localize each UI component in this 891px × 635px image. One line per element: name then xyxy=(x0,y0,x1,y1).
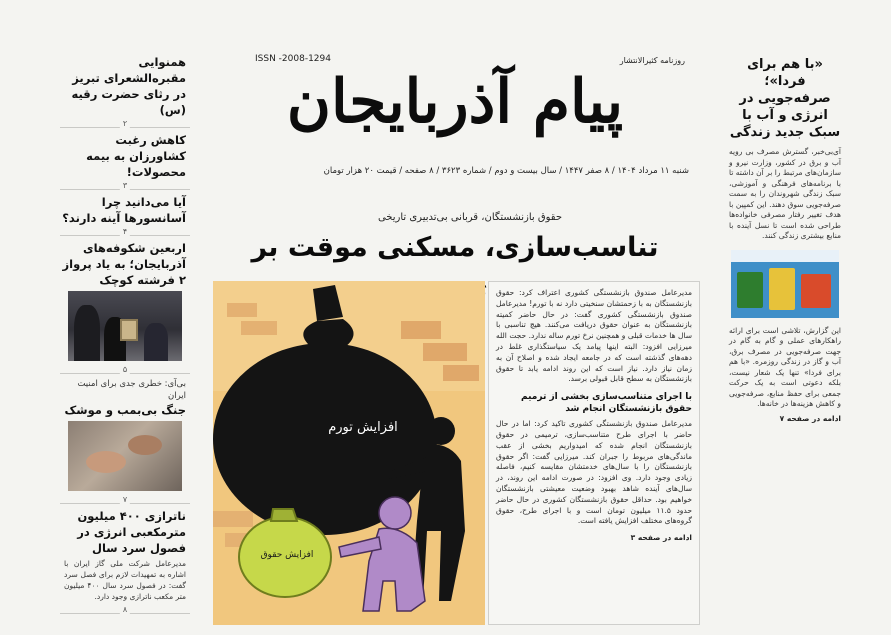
right-news-continue-link[interactable]: ادامه در صفحه ۷ xyxy=(779,413,841,423)
energy-saving-graphic[interactable] xyxy=(731,250,839,318)
left-news-title-3: آیا می‌دانید چرا آسانسورها آینه دارند؟ xyxy=(62,195,186,225)
left-news-kicker-5: بی‌آی: خطری جدی برای امنیت ایران xyxy=(77,379,186,401)
left-news-title-4: اربعین شکوفه‌های آذربایجان؛ به یاد پرواز ۲ فرشته کوچک xyxy=(62,241,186,287)
left-news-body-6: مدیرعامل شرکت ملی گاز ایران با اشاره به تمهیدات لازم برای فصل سرد گفت: در فصول سرد سال ۴۰۰ میلیون متر مکعب ناترازی وجود دارد. xyxy=(64,559,186,601)
left-news-item-4[interactable] xyxy=(60,238,190,288)
inflation-cartoon[interactable] xyxy=(213,281,485,625)
inflation-bag-label: افزایش تورم xyxy=(328,420,398,435)
article-body-1: مدیرعامل صندوق بازنشستگی کشوری اعتراف کرد: حقوق بازنشستگان به با زحمتشان سنخیتی دارد نه با تورم! مدیرعامل صندوق بازنشستگی کشوری گفت: در حال حاضر کمیته بازنشستگان به عنوان حقوق دریافت می‌کنند. هیچ تناسبی با سال ها خدمات قبلی و همچنین نرخ تورم ساله ندارد. حجت الله میرزایی افزود: البته اینها پیامد یک سیاستگذاری غلط در دهه‌های گذشته است که در جامعه ایجاد شده و اصلاح آن به زمان نیاز دارد. نیاز است که این روند ادامه یابد تا حقوق بازنشستگان به سطح قابل قبولی برسد. xyxy=(496,288,692,384)
brick-3 xyxy=(443,365,479,381)
salary-bag-label: افزایش حقوق xyxy=(260,550,314,560)
left-news-title-6: ناترازی ۴۰۰ میلیون مترمکعبی انرژی در فصول سرد سال xyxy=(77,509,186,555)
left-news-item-1[interactable] xyxy=(60,52,190,118)
issue-info: شنبه ۱۱ مرداد ۱۴۰۴ / ۸ صفر ۱۴۴۷ / سال بیست و دوم / شماره ۳۶۲۳ / ۸ صفحه / قیمت ۲۰ هزار تومان xyxy=(323,166,689,176)
masthead xyxy=(215,52,695,192)
right-news-title[interactable]: «با هم برای فردا»؛ صرفه‌جویی در انرژی و آب با سبک جدید زندگی xyxy=(729,57,841,140)
right-news-body-2: این گزارش، تلاشی است برای ارائه راهکارهای عملی و گام به گام در جهت صرفه‌جویی در مصرف برق، آب و گاز در زندگی روزمره. «با هم برای فردا» تنها یک شعار نیست، بلکه دعوتی است به یک حرکت جمعی برای حفظ منابع، صرفه‌جویی و کاهش هزینه‌ها در خانه‌ها. xyxy=(729,325,841,408)
publisher-label: روزنامه کثیرالانتشار xyxy=(619,56,685,65)
right-news-column xyxy=(725,52,845,627)
hands-photo[interactable] xyxy=(68,421,182,491)
man-purple-head xyxy=(379,497,411,529)
left-news-item-2[interactable] xyxy=(60,130,190,180)
newspaper-logo-title[interactable]: پیام آذربایجان xyxy=(286,67,624,137)
page-ref-6: ۸ xyxy=(60,604,190,614)
left-news-column xyxy=(60,52,190,635)
main-kicker: حقوق بازنشستگان، قربانی بی‌تدبیری تاریخی xyxy=(377,212,563,223)
man-black-head xyxy=(427,417,455,445)
article-body-2: مدیرعامل صندوق بازنشستگی کشوری تاکید کرد: اما در حال حاضر با اجرای طرح متناسب‌سازی، ترمیمی در حقوق بازنشستگان انجام شده که امیدواریم بخشی از عقب ماندگی‌های مربوط را جبران کند. میرزایی گفت: اگر حقوق بازنشستگان را با سال‌های خدمتشان مقایسه کنیم، فاصله زیادی وجود دارد. وی افزود: در صورت ادامه این روند، در سال‌های آینده شاهد بهبود وضعیت معیشتی بازنشستگان خواهیم بود. حداقل حقوق بازنشستگان کشوری در حال حاضر حدود ۱۱.۵ میلیون تومان است و با اجرای طرح، حقوق گروه‌های مختلف افزایش یافته است. xyxy=(496,419,693,526)
page-ref-2: ۳ xyxy=(60,180,190,190)
left-news-title-2: کاهش رغبت کشاورزان به بیمه محصولات! xyxy=(86,133,186,179)
page-ref-1: ۲ xyxy=(60,118,190,128)
main-article xyxy=(488,281,700,625)
left-news-title-1: همنوایی مقبره‌الشعرای تبریز در رثای حضرت رقیه (س) xyxy=(71,55,186,117)
page-ref-4: ۵ xyxy=(60,364,190,374)
article-continue-link[interactable]: ادامه در صفحه ۳ xyxy=(630,533,692,543)
left-news-item-6[interactable] xyxy=(60,506,190,556)
brick-1 xyxy=(401,321,441,339)
family-photo[interactable] xyxy=(68,291,182,361)
issn-label: ISSN -2008-1294 xyxy=(255,54,331,64)
page-ref-5: ۷ xyxy=(60,494,190,504)
main-headline[interactable]: تناسب‌سازی، مسکنی موقت بر xyxy=(251,232,659,263)
right-news-body-1: آی‌بی‌خبر، گسترش مصرف بی رویه آب و برق در کشور، وزارت نیرو و سازمان‌های مرتبط را بر آن داشته تا با برنامه‌های فرهنگی و آموزشی، سبک زندگی شهروندان را به سمت صرفه‌جویی سوق دهند. این کمپین با هدف تغییر رفتار مصرفی خانواده‌ها طراحی شده است تا نسل آینده با منابع بیشتری زندگی کنند. xyxy=(729,147,841,240)
brick-2 xyxy=(423,343,467,361)
left-news-item-5[interactable] xyxy=(60,376,190,418)
page-ref-3: ۴ xyxy=(60,226,190,236)
left-news-title-5: جنگ بی‌بمب و موشک xyxy=(64,403,186,417)
article-subhead: با اجرای متناسب‌سازی بخشی از ترمیم حقوق بازنشستگان انجام شد xyxy=(521,392,692,415)
left-news-item-3[interactable] xyxy=(60,192,190,226)
